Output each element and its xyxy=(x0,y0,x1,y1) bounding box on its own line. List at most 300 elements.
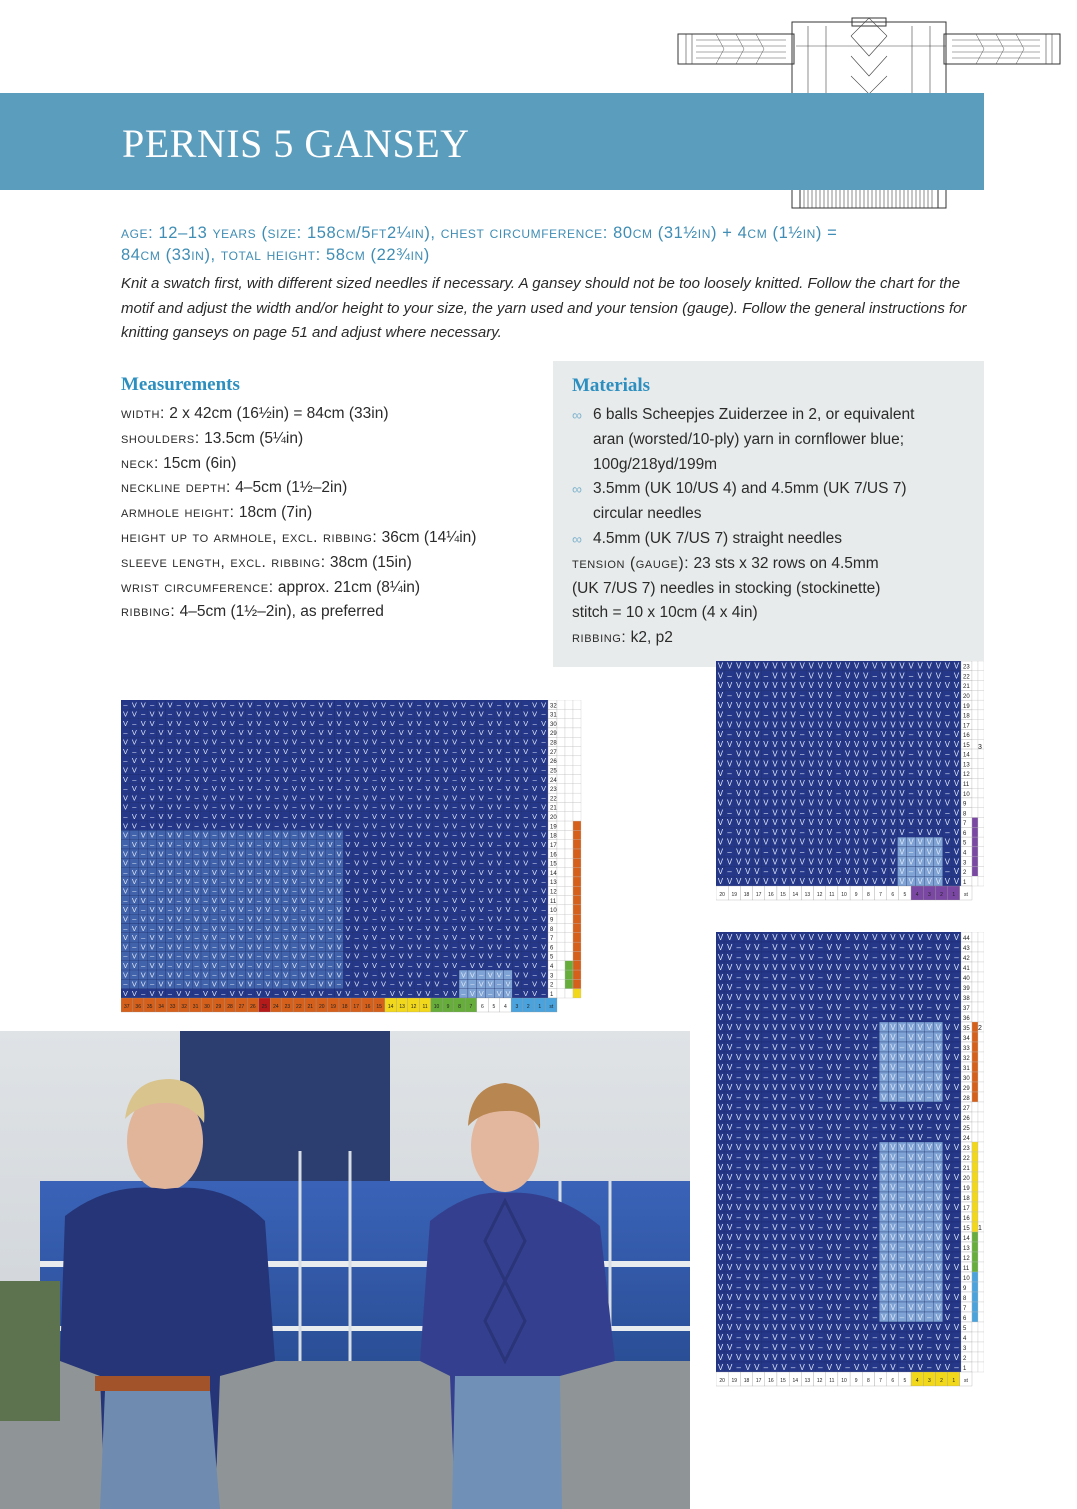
chart-symbol: V xyxy=(354,886,360,896)
chart-symbol: – xyxy=(327,709,333,719)
chart-symbol: V xyxy=(844,690,851,700)
chart-symbol: V xyxy=(238,839,244,849)
chart-symbol: V xyxy=(461,923,466,933)
chart-symbol: – xyxy=(523,979,528,989)
chart-symbol: V xyxy=(899,720,905,730)
chart-symbol: V xyxy=(176,905,182,915)
chart-symbol: – xyxy=(443,839,448,849)
chart-symbol: – xyxy=(497,728,502,738)
row-number: 25 xyxy=(550,768,557,775)
chart-symbol: – xyxy=(158,718,164,728)
chart-symbol: – xyxy=(230,979,235,989)
chart-symbol: – xyxy=(505,886,511,896)
chart-symbol: V xyxy=(863,779,869,789)
chart-symbol: V xyxy=(416,774,422,784)
row-number: 29 xyxy=(550,731,557,738)
chart-symbol: V xyxy=(826,837,833,847)
chart-symbol: – xyxy=(399,830,404,840)
chart-symbol: V xyxy=(327,895,333,905)
chart-symbol: V xyxy=(389,858,395,868)
chart-symbol: V xyxy=(844,700,851,710)
chart-symbol: V xyxy=(318,756,324,766)
chart-symbol: V xyxy=(754,710,760,720)
column-number: 11 xyxy=(422,1003,428,1010)
chart-symbol: – xyxy=(488,793,493,803)
chart-symbol: V xyxy=(808,837,814,847)
chart-symbol: V xyxy=(345,793,351,803)
chart-symbol: – xyxy=(541,737,546,747)
chart-symbol: V xyxy=(469,886,475,896)
chart-symbol: V xyxy=(863,739,869,749)
chart-symbol: V xyxy=(149,737,155,747)
chart-symbol: V xyxy=(808,720,814,730)
chart-symbol: V xyxy=(844,837,851,847)
chart-symbol: V xyxy=(953,700,960,710)
chart-symbol: V xyxy=(745,798,751,808)
chart-symbol: – xyxy=(265,970,270,980)
marker-cell xyxy=(557,802,565,811)
chart-symbol: V xyxy=(817,827,823,837)
chart-symbol: – xyxy=(945,690,950,700)
chart-symbol: V xyxy=(425,709,431,719)
marker-cell xyxy=(557,775,565,784)
chart-symbol: – xyxy=(247,933,253,943)
chart-symbol: V xyxy=(505,877,511,887)
chart-symbol: – xyxy=(381,988,386,998)
chart-symbol: V xyxy=(283,718,289,728)
chart-symbol: V xyxy=(149,988,155,998)
row-number: 14 xyxy=(963,752,970,759)
chart-symbol: – xyxy=(390,923,395,933)
marker-cell xyxy=(565,709,573,718)
chart-symbol: V xyxy=(247,914,253,924)
chart-symbol: V xyxy=(736,661,742,671)
chart-symbol: – xyxy=(230,700,235,710)
chart-symbol: – xyxy=(327,933,333,943)
chart-symbol: V xyxy=(300,830,306,840)
chart-symbol: V xyxy=(131,700,137,710)
chart-symbol: – xyxy=(354,988,359,998)
chart-symbol: V xyxy=(327,700,333,710)
chart-symbol: – xyxy=(301,905,306,915)
chart-symbol: V xyxy=(754,749,760,759)
chart-symbol: V xyxy=(256,821,262,831)
chart-symbol: V xyxy=(203,942,208,952)
chart-symbol: V xyxy=(799,952,805,962)
chart-symbol: – xyxy=(203,979,208,989)
marker-cell xyxy=(565,747,573,756)
chart-symbol: – xyxy=(488,849,493,859)
chart-symbol: V xyxy=(541,718,547,728)
column-number: 17 xyxy=(755,891,762,898)
chart-symbol: V xyxy=(372,839,378,849)
chart-symbol: – xyxy=(381,849,386,859)
chart-symbol: V xyxy=(336,933,342,943)
chart-symbol: V xyxy=(817,661,823,671)
chart-symbol: V xyxy=(309,746,315,756)
chart-symbol: – xyxy=(945,788,950,798)
chart-symbol: – xyxy=(479,718,484,728)
chart-symbol: V xyxy=(826,788,833,798)
marker-cell xyxy=(565,942,573,951)
chart-symbol: V xyxy=(211,877,217,887)
chart-symbol: V xyxy=(434,774,440,784)
chart-symbol: V xyxy=(487,756,493,766)
chart-symbol: V xyxy=(541,914,547,924)
chart-symbol: – xyxy=(514,765,519,775)
chart-symbol: V xyxy=(917,788,923,798)
chart-symbol: V xyxy=(407,979,413,989)
chart-symbol: V xyxy=(443,942,449,952)
chart-symbol: V xyxy=(274,756,280,766)
chart-symbol: V xyxy=(469,746,475,756)
chart-symbol: V xyxy=(808,932,814,942)
chart-symbol: V xyxy=(265,849,271,859)
chart-symbol: V xyxy=(890,867,896,877)
chart-symbol: – xyxy=(327,877,333,887)
chart-symbol: – xyxy=(800,749,805,759)
chart-symbol: V xyxy=(291,728,297,738)
chart-symbol: V xyxy=(318,923,324,933)
row-number: 20 xyxy=(963,693,970,700)
chart-symbol: – xyxy=(363,756,368,766)
chart-symbol: V xyxy=(158,951,164,961)
chart-symbol: V xyxy=(389,961,395,971)
column-number: 17 xyxy=(353,1003,359,1010)
chart-symbol: V xyxy=(380,942,386,952)
column-number: 3 xyxy=(515,1003,519,1010)
chart-symbol: V xyxy=(926,876,932,886)
chart-symbol: V xyxy=(935,779,941,789)
measurement-label: ribbing: xyxy=(121,603,176,621)
chart-symbol: – xyxy=(336,951,342,961)
marker-cell xyxy=(565,933,573,942)
chart-symbol: V xyxy=(131,765,137,775)
chart-symbol: V xyxy=(496,746,502,756)
chart-symbol: – xyxy=(514,821,519,831)
column-number: 28 xyxy=(227,1003,233,1010)
chart-symbol: V xyxy=(935,876,941,886)
row-number: 12 xyxy=(963,772,970,779)
chart-symbol: V xyxy=(899,837,905,847)
chart-symbol: V xyxy=(917,942,923,952)
chart-symbol: V xyxy=(817,749,823,759)
chart-symbol: V xyxy=(256,914,262,924)
measurement-value: 38cm (15in) xyxy=(325,553,412,571)
chart-symbol: V xyxy=(131,793,137,803)
chart-symbol: V xyxy=(256,774,262,784)
chart-symbol: V xyxy=(220,784,226,794)
chart-symbol: V xyxy=(283,961,289,971)
chart-symbol: V xyxy=(256,765,262,775)
chart-symbol: V xyxy=(926,818,932,828)
chart-symbol: V xyxy=(917,769,923,779)
chart-symbol: V xyxy=(926,788,932,798)
chart-symbol: V xyxy=(953,720,960,730)
chart-symbol: V xyxy=(372,728,378,738)
chart-symbol: V xyxy=(532,961,538,971)
chart-symbol: – xyxy=(470,979,475,989)
row-number: 30 xyxy=(550,721,557,728)
chart-symbol: V xyxy=(158,784,164,794)
chart-symbol: V xyxy=(443,746,449,756)
chart-symbol: V xyxy=(452,877,458,887)
chart-symbol: V xyxy=(238,765,244,775)
chart-symbol: V xyxy=(844,962,851,972)
chart-symbol: – xyxy=(354,737,359,747)
row-number: 3 xyxy=(550,973,554,980)
chart-symbol: – xyxy=(150,895,155,905)
chart-symbol: V xyxy=(407,812,413,822)
chart-symbol: V xyxy=(211,951,217,961)
chart-symbol: V xyxy=(469,774,475,784)
chart-symbol: V xyxy=(238,867,244,877)
chart-symbol: V xyxy=(452,951,458,961)
chart-symbol: V xyxy=(727,857,733,867)
chart-symbol: V xyxy=(863,942,869,952)
column-number: 29 xyxy=(215,1003,222,1010)
chart-symbol: V xyxy=(389,942,395,952)
chart-symbol: V xyxy=(944,876,950,886)
chart-symbol: – xyxy=(872,942,878,952)
chart-symbol: – xyxy=(488,709,493,719)
chart-symbol: V xyxy=(523,746,529,756)
chart-symbol: – xyxy=(319,830,324,840)
chart-symbol: V xyxy=(452,784,458,794)
chart-symbol: V xyxy=(505,961,511,971)
chart-symbol: V xyxy=(220,970,226,980)
chart-symbol: – xyxy=(836,867,841,877)
chart-symbol: – xyxy=(292,718,297,728)
chart-symbol: – xyxy=(836,827,841,837)
material-item-cont xyxy=(572,502,972,527)
chart-symbol: V xyxy=(863,671,869,681)
chart-symbol: V xyxy=(808,769,814,779)
chart-symbol: V xyxy=(380,923,386,933)
marker-cell xyxy=(573,709,581,718)
chart-symbol: – xyxy=(541,793,546,803)
chart-symbol: V xyxy=(899,759,905,769)
chart-symbol: V xyxy=(318,979,324,989)
row-number: 28 xyxy=(550,740,557,747)
chart-symbol: V xyxy=(256,942,262,952)
chart-symbol: V xyxy=(158,933,164,943)
tension-label: tension (gauge): xyxy=(572,554,690,572)
chart-symbol: V xyxy=(835,952,842,962)
chart-symbol: V xyxy=(194,756,200,766)
chart-symbol: – xyxy=(790,972,796,982)
chart-symbol: V xyxy=(854,700,860,710)
chart-symbol: V xyxy=(318,877,324,887)
chart-symbol: – xyxy=(203,867,208,877)
chart-symbol: – xyxy=(185,942,190,952)
chart-symbol: V xyxy=(890,857,896,867)
chart-symbol: V xyxy=(407,774,413,784)
chart-symbol: V xyxy=(185,961,191,971)
chart-symbol: – xyxy=(381,961,386,971)
chart-symbol: V xyxy=(899,962,905,972)
chart-symbol: V xyxy=(717,690,724,700)
marker-cell xyxy=(557,886,565,895)
chart-symbol: – xyxy=(523,895,528,905)
chart-symbol: V xyxy=(318,821,324,831)
chart-symbol: V xyxy=(122,849,128,859)
chart-symbol: V xyxy=(425,877,431,887)
column-number: 6 xyxy=(891,891,895,898)
chart-symbol: V xyxy=(309,737,315,747)
chart-symbol: – xyxy=(274,737,279,747)
marker-cell xyxy=(978,847,984,857)
chart-symbol: V xyxy=(398,756,404,766)
row-number: 26 xyxy=(550,759,557,766)
column-number: 8 xyxy=(458,1003,461,1010)
marker-cell xyxy=(557,896,565,905)
chart-symbol: – xyxy=(390,700,395,710)
chart-symbol: – xyxy=(301,988,306,998)
chart-symbol: V xyxy=(122,709,128,719)
marker-cell xyxy=(972,681,978,691)
chart-symbol: V xyxy=(541,923,547,933)
chart-symbol: – xyxy=(399,774,404,784)
chart-symbol: – xyxy=(763,788,769,798)
chart-symbol: V xyxy=(149,849,155,859)
column-number: 35 xyxy=(146,1003,153,1010)
chart-symbol: – xyxy=(123,979,128,989)
chart-symbol: V xyxy=(799,720,805,730)
chart-symbol: V xyxy=(935,749,941,759)
chart-symbol: V xyxy=(854,798,860,808)
chart-symbol: V xyxy=(380,951,386,961)
chart-symbol: – xyxy=(523,951,528,961)
marker-cell xyxy=(972,818,978,828)
marker-cell xyxy=(972,671,978,681)
chart-symbol: V xyxy=(532,839,538,849)
chart-symbol: V xyxy=(935,857,941,867)
chart-symbol: V xyxy=(541,979,547,989)
chart-symbol: V xyxy=(881,730,887,740)
chart-symbol: V xyxy=(238,737,244,747)
chart-symbol: V xyxy=(469,830,475,840)
chart-symbol: V xyxy=(541,756,547,766)
chart-symbol: – xyxy=(514,905,519,915)
chart-symbol: – xyxy=(150,812,155,822)
chart-symbol: V xyxy=(140,970,146,980)
chart-symbol: – xyxy=(256,867,261,877)
chart-symbol: – xyxy=(292,830,297,840)
chart-symbol: V xyxy=(799,700,805,710)
chart-symbol: – xyxy=(541,849,546,859)
chart-symbol: V xyxy=(327,858,333,868)
chart-symbol: V xyxy=(372,895,378,905)
chart-symbol: V xyxy=(220,718,226,728)
chart-symbol: V xyxy=(354,839,360,849)
chart-symbol: V xyxy=(363,849,369,859)
chart-symbol: V xyxy=(487,700,493,710)
chart-symbol: – xyxy=(363,951,368,961)
chart-symbol: V xyxy=(416,709,422,719)
chart-symbol: V xyxy=(203,933,208,943)
chart-symbol: V xyxy=(416,877,422,887)
chart-symbol: V xyxy=(736,739,742,749)
chart-symbol: V xyxy=(407,728,413,738)
chart-symbol: V xyxy=(478,756,484,766)
measurements-heading: Measurements xyxy=(121,374,240,395)
chart-symbol: – xyxy=(158,774,164,784)
chart-symbol: V xyxy=(283,849,289,859)
chart-symbol: V xyxy=(717,730,724,740)
chart-symbol: V xyxy=(274,718,280,728)
chart-symbol: V xyxy=(826,857,833,867)
column-number: 5 xyxy=(492,1003,496,1010)
chart-symbol: V xyxy=(854,876,860,886)
chart-symbol: – xyxy=(836,808,841,818)
chart-symbol: – xyxy=(336,867,342,877)
chart-symbol: V xyxy=(808,661,814,671)
chart-symbol: – xyxy=(461,905,466,915)
chart-symbol: – xyxy=(247,988,253,998)
chart-symbol: – xyxy=(416,839,422,849)
chart-symbol: V xyxy=(158,849,164,859)
chart-symbol: – xyxy=(523,812,528,822)
marker-cell xyxy=(565,961,573,970)
chart-symbol: V xyxy=(291,961,297,971)
chart-symbol: V xyxy=(881,952,887,962)
chart-symbol: V xyxy=(532,849,538,859)
chart-symbol: – xyxy=(230,728,235,738)
chart-symbol: V xyxy=(926,730,932,740)
chart-symbol: V xyxy=(256,933,262,943)
chart-symbol: – xyxy=(363,728,368,738)
measurement-value: 18cm (7in) xyxy=(234,504,313,522)
chart-symbol: – xyxy=(158,970,164,980)
chart-symbol: – xyxy=(479,970,484,980)
chart-symbol: V xyxy=(461,756,466,766)
chart-symbol: – xyxy=(372,774,377,784)
chart-symbol: – xyxy=(497,784,502,794)
chart-symbol: – xyxy=(488,821,493,831)
chart-symbol: V xyxy=(817,730,823,740)
chart-symbol: V xyxy=(265,877,271,887)
chart-symbol: V xyxy=(763,962,769,972)
chart-symbol: V xyxy=(211,839,217,849)
chart-symbol: V xyxy=(863,769,869,779)
chart-symbol: V xyxy=(220,774,226,784)
chart-symbol: – xyxy=(212,718,217,728)
chart-symbol: V xyxy=(309,774,315,784)
chart-symbol: V xyxy=(745,739,751,749)
chart-symbol: – xyxy=(908,788,914,798)
chart-symbol: V xyxy=(863,681,869,691)
chart-symbol: V xyxy=(935,932,941,942)
chart-symbol: V xyxy=(203,886,208,896)
chart-symbol: V xyxy=(461,830,466,840)
chart-symbol: V xyxy=(487,746,493,756)
chart-symbol: – xyxy=(310,728,315,738)
chart-symbol: V xyxy=(844,847,851,857)
chart-symbol: – xyxy=(150,979,155,989)
chart-symbol: – xyxy=(523,728,528,738)
chart-symbol: V xyxy=(717,661,724,671)
chart-symbol: V xyxy=(736,847,742,857)
chart-symbol: – xyxy=(763,952,769,962)
row-number: 23 xyxy=(963,664,970,671)
chart-symbol: V xyxy=(274,867,280,877)
chart-symbol: V xyxy=(478,839,484,849)
chart-symbol: V xyxy=(772,837,778,847)
chart-symbol: V xyxy=(863,661,869,671)
chart-symbol: V xyxy=(211,905,217,915)
chart-symbol: V xyxy=(478,877,484,887)
